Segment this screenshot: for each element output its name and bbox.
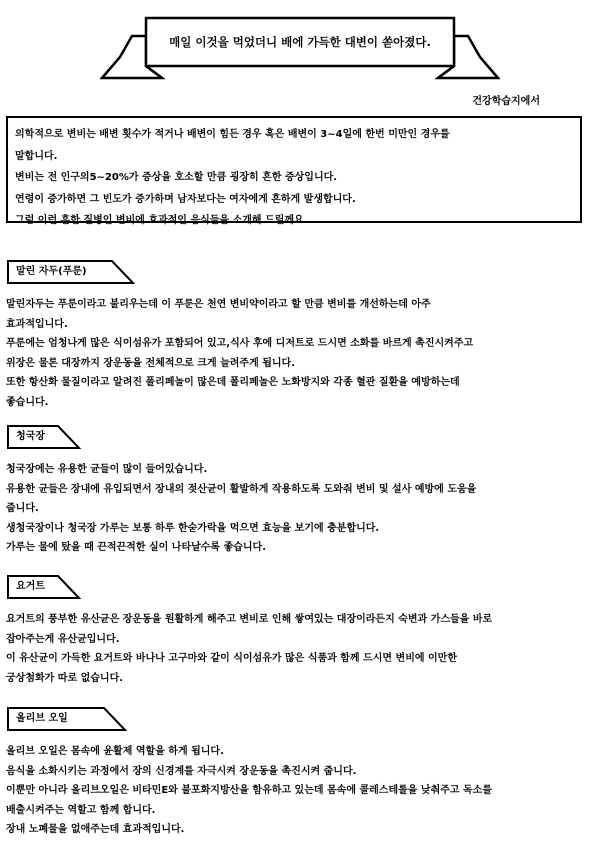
intro-line: 말합니다. (15, 150, 58, 162)
body-line: 장내 노폐물을 없애주는데 효과적입니다. (6, 824, 185, 835)
body-line: 줍니다. (6, 503, 39, 514)
section-heading: 올리브 오일 (16, 713, 68, 724)
section-heading-label (6, 574, 136, 600)
body-line: 올리브 오일은 몸속에 윤활제 역할을 하게 됩니다. (6, 746, 224, 757)
section-heading: 요거트 (16, 581, 45, 592)
body-line: 궁상첨화가 따로 없습니다. (6, 672, 124, 684)
body-line: 효과적입니다. (6, 318, 68, 330)
body-line: 유용한 균들은 장내에 유입되면서 장내의 젖산균이 활발하게 작용하도록 도와줘 변비 및 설사 예방에 도움을 (6, 483, 477, 495)
body-line: 또한 항산화 물질이라고 알려진 폴리페놀이 많은데 폴리페놀은 노화방지와 각종 혈관 질환을 예방하는데 (6, 377, 460, 388)
intro-line: 연령이 증가하면 그 빈도가 증가하며 남자보다는 여자에게 흔하게 발생합니다. (15, 193, 356, 205)
section-body (6, 742, 594, 840)
section-heading: 말린 자두(푸룬) (16, 266, 87, 277)
section-heading-label (6, 259, 136, 285)
body-line: 요거트의 풍부한 유산균은 장운동을 원활하게 해주고 변비로 인해 쌓여있는 대장이라든지 숙변과 가스들을 바로 (6, 614, 493, 625)
intro-box (6, 116, 582, 226)
body-line: 위장은 물론 대장까지 장운동을 전체적으로 크게 늘려주게 됩니다. (6, 357, 295, 369)
body-line: 음식을 소화시키는 과정에서 장의 신경계를 자극시켜 장운동을 촉진시켜 줍니다. (6, 765, 357, 777)
intro-line: 그럼 이런 흔한 질병인 변비에 효과적인 음식들을 소개해 드릴께요. (15, 215, 308, 226)
intro-line: 변비는 전 인구의5~20%가 증상을 호소할 만큼 굉장히 흔한 증상입니다. (15, 172, 338, 183)
section-olive-oil (6, 706, 594, 840)
body-line: 배출시켜주는 역할고 함께 합니다. (6, 804, 156, 816)
section-yogurt (6, 574, 594, 688)
body-line: 푸룬에는 엄청나게 많은 식이섬유가 포함되어 있고,식사 후에 디저트로 드시면 소화를 바르게 촉진시켜주고 (6, 338, 474, 349)
body-line: 이뿐만 아니라 올리브오일은 비타민E와 불포화지방산을 함유하고 있는데 몸속에 콜레스테롤을 낮춰주고 독소를 (6, 785, 493, 796)
title-ribbon (100, 14, 500, 86)
section-cheonggukjang (6, 424, 594, 558)
section-body (6, 610, 594, 688)
body-line: 좋습니다. (6, 396, 49, 408)
section-heading: 청국장 (16, 431, 45, 442)
section-heading-label (6, 706, 136, 732)
body-line: 말린자두는 푸룬이라고 불리우는데 이 푸룬은 천연 변비약이라고 할 만큼 변비를 개선하는데 아주 (6, 299, 431, 310)
section-body (6, 460, 594, 558)
section-prunes (6, 259, 594, 412)
body-line: 가루는 물에 탔을 때 끈적끈적한 실이 나타날수록 좋습니다. (6, 542, 267, 553)
source-credit: 건강학습지에서 (472, 96, 540, 107)
body-line: 청국장에는 유용한 균들이 많이 들어있습니다. (6, 464, 208, 475)
body-line: 이 유산균이 가득한 요거트와 바나나 고구마와 같이 식이섬유가 많은 식품과 함께 드시면 변비에 이만한 (6, 653, 457, 664)
body-line: 잡아주는게 유산균입니다. (6, 633, 120, 645)
body-line: 생청국장이나 청국장 가루는 보통 하루 한숟가락을 먹으면 효능을 보기에 충분합니다. (6, 522, 380, 534)
section-body (6, 295, 594, 412)
page-title: 매일 이것을 먹었더니 배에 가득한 대변이 쏟아졌다. (169, 35, 431, 49)
section-heading-label (6, 424, 136, 450)
intro-line: 의학적으로 변비는 배변 횟수가 적거나 배변이 힘든 경우 혹은 배변이 3~4일에 한번 미만인 경우를 (15, 129, 450, 140)
